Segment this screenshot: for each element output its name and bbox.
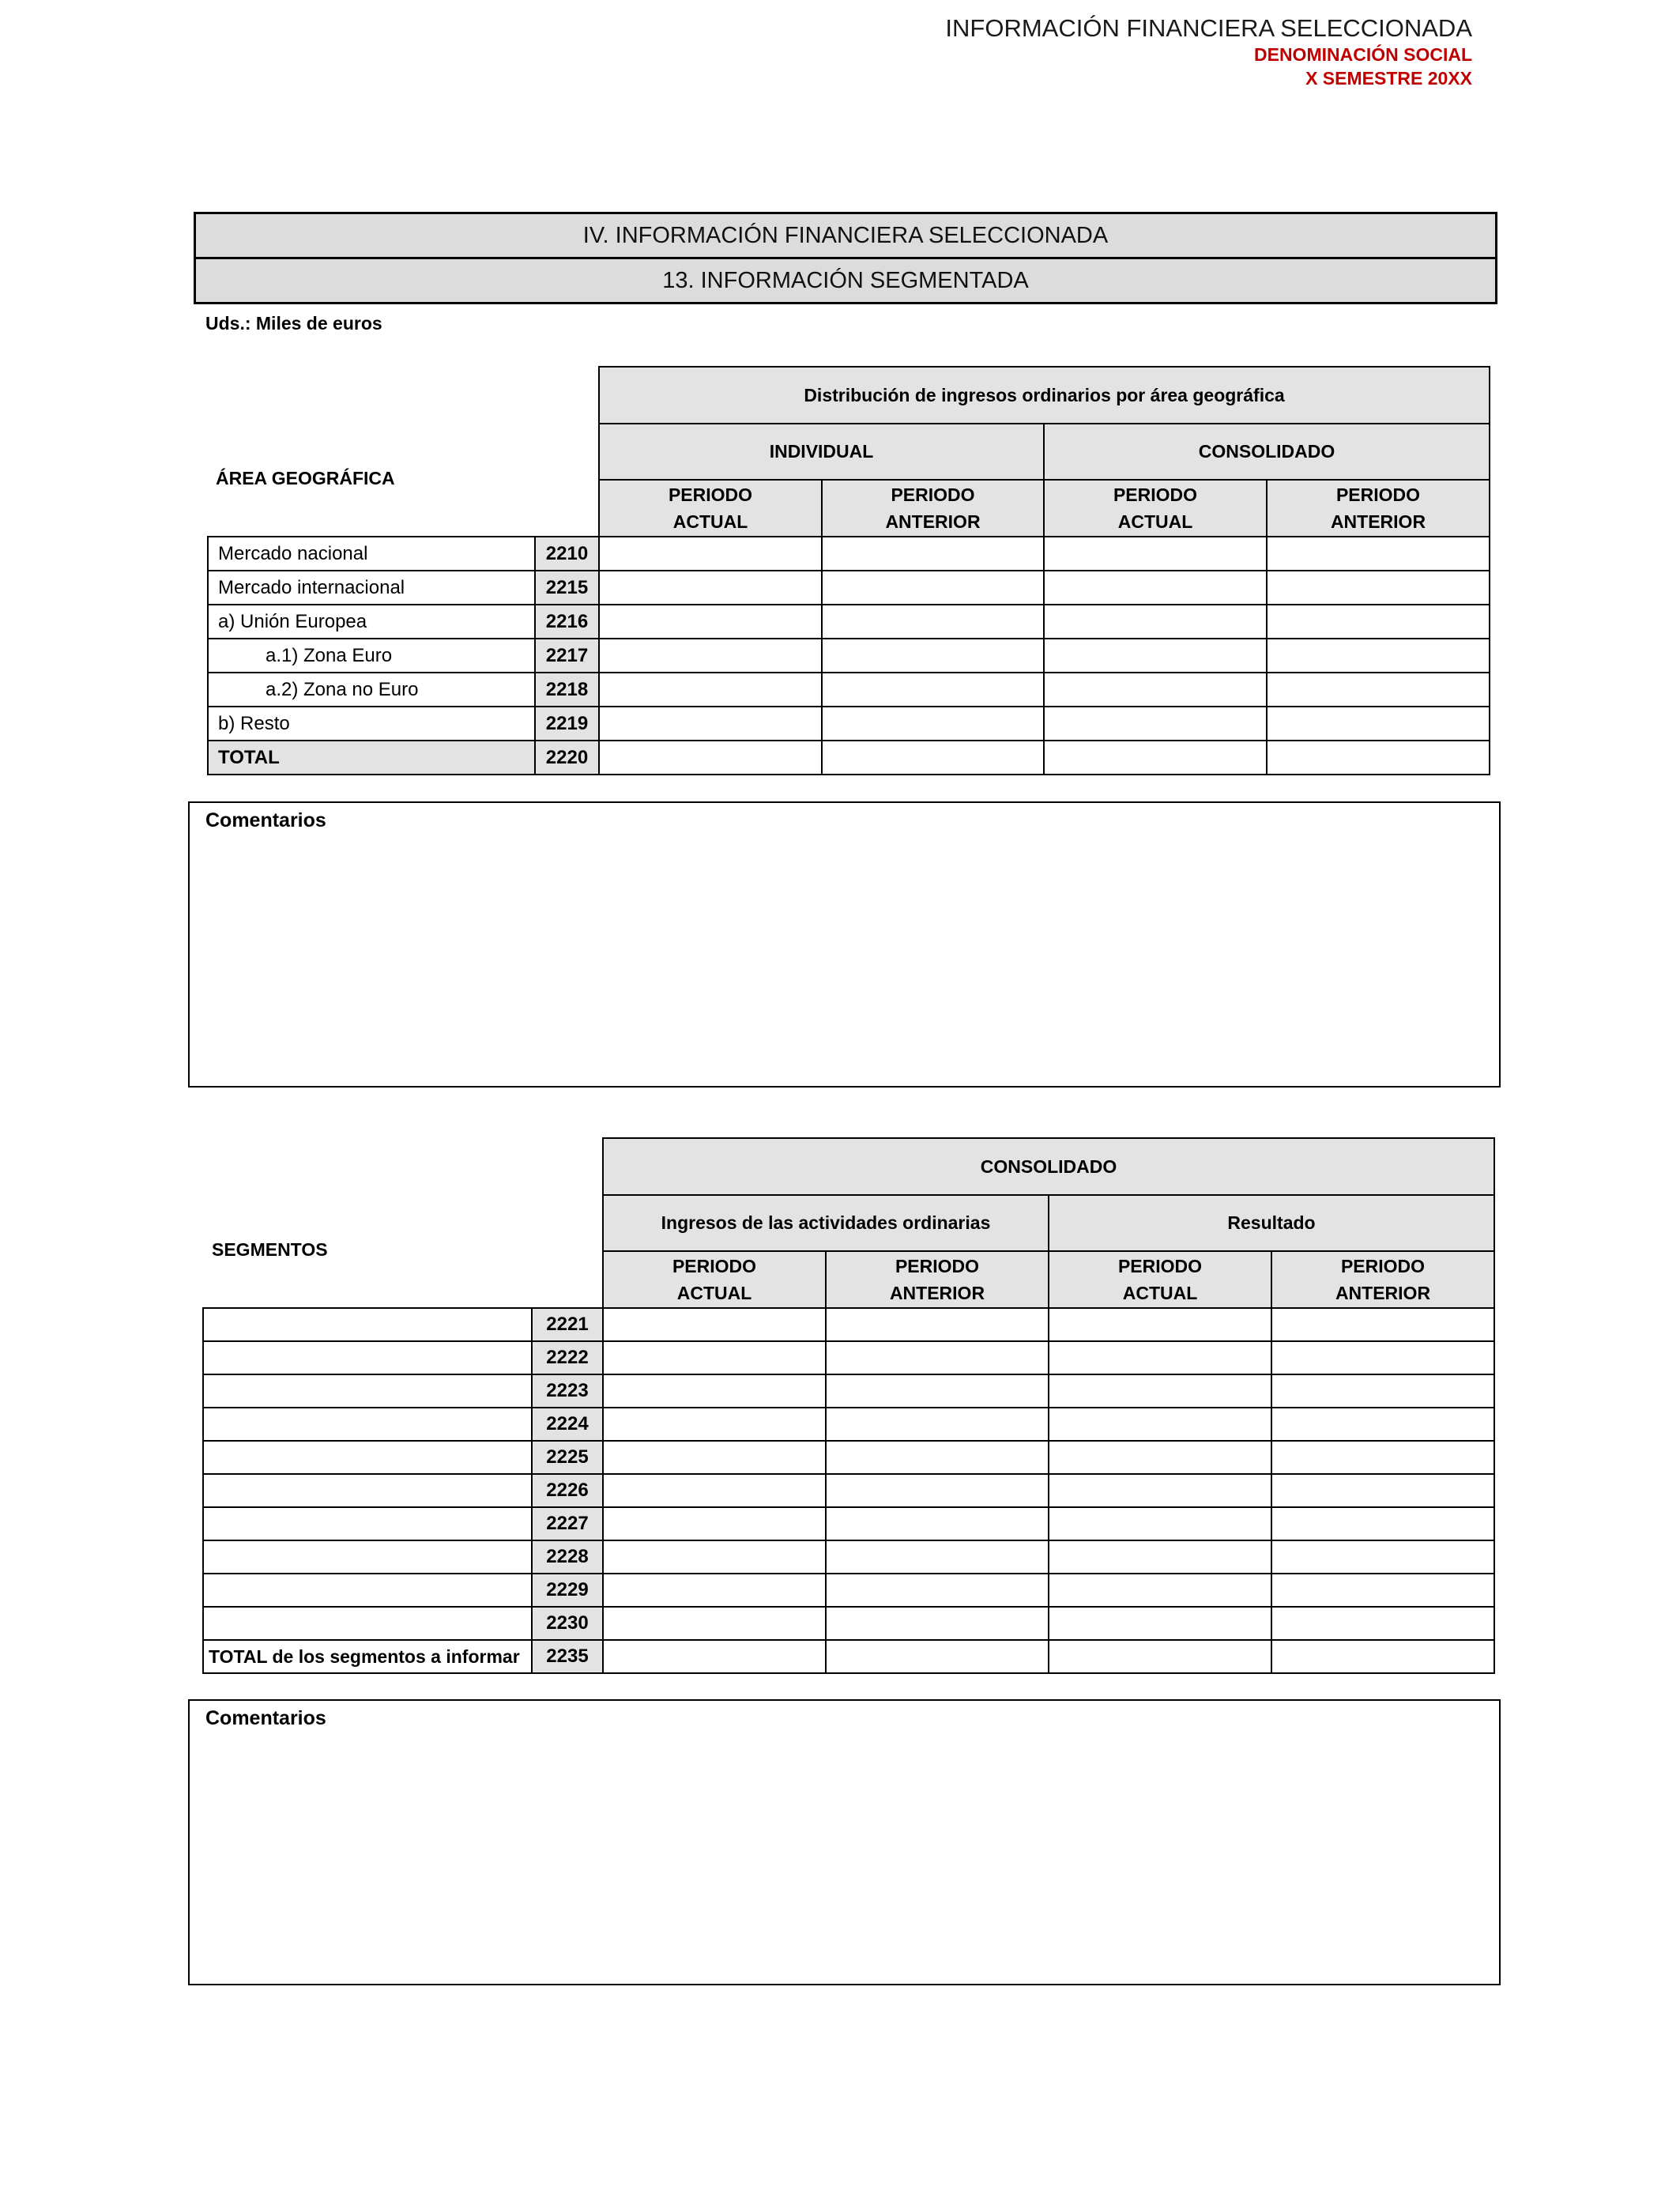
value-cell[interactable]: [1271, 1441, 1494, 1474]
value-cell[interactable]: [1049, 1341, 1271, 1374]
table-row: [203, 1341, 1494, 1374]
table-row: [208, 571, 1490, 605]
value-cell[interactable]: [1049, 1607, 1271, 1640]
table-row: [203, 1374, 1494, 1408]
value-cell[interactable]: [603, 1640, 826, 1673]
section-banner: [194, 212, 1497, 304]
total-label: TOTAL: [208, 741, 535, 775]
value-cell[interactable]: [1267, 639, 1490, 673]
total-label: TOTAL de los segmentos a informar: [203, 1640, 532, 1673]
geo-stub-header: ÁREA GEOGRÁFICA: [216, 468, 395, 488]
table-row: [203, 1574, 1494, 1607]
reporting-period: X SEMESTRE 20XX: [1305, 68, 1472, 89]
value-cell[interactable]: [603, 1474, 826, 1507]
value-cell[interactable]: [822, 639, 1044, 673]
company-name: DENOMINACIÓN SOCIAL: [1254, 44, 1472, 65]
value-cell[interactable]: [1049, 1507, 1271, 1540]
value-cell[interactable]: [603, 1507, 826, 1540]
value-cell[interactable]: [1267, 605, 1490, 639]
value-cell[interactable]: [826, 1308, 1049, 1341]
value-cell[interactable]: [599, 605, 822, 639]
value-cell[interactable]: [1044, 741, 1267, 775]
seg-main-header: CONSOLIDADO: [603, 1138, 1494, 1195]
value-cell[interactable]: [1271, 1474, 1494, 1507]
segment-name-cell[interactable]: [203, 1408, 532, 1441]
geo-period-header: PERIODO ANTERIOR: [1267, 480, 1490, 537]
geo-table: [207, 366, 1490, 775]
value-cell[interactable]: [1049, 1308, 1271, 1341]
value-cell[interactable]: [603, 1374, 826, 1408]
value-cell[interactable]: [1267, 741, 1490, 775]
value-cell[interactable]: [826, 1441, 1049, 1474]
section-title: IV. INFORMACIÓN FINANCIERA SELECCIONADA: [582, 223, 1109, 248]
seg-period-header: PERIODO ANTERIOR: [826, 1251, 1049, 1308]
row-label: b) Resto: [208, 707, 535, 741]
seg-period-header: PERIODO ANTERIOR: [1271, 1251, 1494, 1308]
row-label: Mercado internacional: [208, 571, 535, 605]
total-row: [203, 1640, 1494, 1673]
row-code: 2221: [532, 1308, 603, 1341]
value-cell[interactable]: [826, 1640, 1049, 1673]
value-cell[interactable]: [1049, 1540, 1271, 1574]
segment-name-cell[interactable]: [203, 1341, 532, 1374]
value-cell[interactable]: [826, 1341, 1049, 1374]
value-cell[interactable]: [1271, 1607, 1494, 1640]
segment-name-cell[interactable]: [203, 1540, 532, 1574]
value-cell[interactable]: [822, 673, 1044, 707]
value-cell[interactable]: [603, 1341, 826, 1374]
value-cell[interactable]: [826, 1408, 1049, 1441]
row-code: 2217: [535, 639, 599, 673]
row-code: 2218: [535, 673, 599, 707]
table-row: [203, 1474, 1494, 1507]
geo-group-header-consolidado: CONSOLIDADO: [1044, 424, 1490, 480]
value-cell[interactable]: [599, 707, 822, 741]
value-cell[interactable]: [1044, 605, 1267, 639]
value-cell[interactable]: [1267, 571, 1490, 605]
value-cell[interactable]: [822, 571, 1044, 605]
comments-box[interactable]: [188, 1699, 1501, 1985]
table-row: [203, 1607, 1494, 1640]
seg-period-header: PERIODO ACTUAL: [1049, 1251, 1271, 1308]
comments-label: Comentarios: [205, 809, 326, 831]
value-cell[interactable]: [603, 1607, 826, 1640]
value-cell[interactable]: [1267, 707, 1490, 741]
value-cell[interactable]: [603, 1441, 826, 1474]
units-note: Uds.: Miles de euros: [205, 313, 382, 334]
comments-box[interactable]: [188, 801, 1501, 1088]
row-code: 2210: [535, 537, 599, 571]
value-cell[interactable]: [1049, 1441, 1271, 1474]
seg-period-header: PERIODO ACTUAL: [603, 1251, 826, 1308]
value-cell[interactable]: [826, 1607, 1049, 1640]
table-row: [203, 1441, 1494, 1474]
value-cell[interactable]: [826, 1374, 1049, 1408]
value-cell[interactable]: [822, 741, 1044, 775]
value-cell[interactable]: [603, 1308, 826, 1341]
segment-name-cell[interactable]: [203, 1474, 532, 1507]
row-code: 2222: [532, 1341, 603, 1374]
geo-period-header: PERIODO ACTUAL: [599, 480, 822, 537]
value-cell[interactable]: [1267, 673, 1490, 707]
row-code: 2220: [535, 741, 599, 775]
table-row: [208, 639, 1490, 673]
table-row: [208, 537, 1490, 571]
row-code: 2215: [535, 571, 599, 605]
row-label: a) Unión Europea: [208, 605, 535, 639]
document-title: INFORMACIÓN FINANCIERA SELECCIONADA: [945, 14, 1472, 42]
table-row: [203, 1308, 1494, 1341]
segment-name-cell[interactable]: [203, 1308, 532, 1341]
table-row: [208, 673, 1490, 707]
row-label: Mercado nacional: [208, 537, 535, 571]
row-code: 2230: [532, 1607, 603, 1640]
total-row: [208, 741, 1490, 775]
segment-name-cell[interactable]: [203, 1574, 532, 1607]
value-cell[interactable]: [1271, 1374, 1494, 1408]
value-cell[interactable]: [1271, 1640, 1494, 1673]
value-cell[interactable]: [1049, 1474, 1271, 1507]
table-row: [203, 1540, 1494, 1574]
value-cell[interactable]: [1049, 1408, 1271, 1441]
value-cell[interactable]: [603, 1408, 826, 1441]
segments-table: [202, 1137, 1495, 1674]
row-code: 2224: [532, 1408, 603, 1441]
value-cell[interactable]: [1044, 707, 1267, 741]
value-cell[interactable]: [599, 537, 822, 571]
row-label: a.1) Zona Euro: [208, 639, 535, 673]
value-cell[interactable]: [1044, 537, 1267, 571]
value-cell[interactable]: [1044, 571, 1267, 605]
geo-period-header: PERIODO ANTERIOR: [822, 480, 1044, 537]
comments-label: Comentarios: [205, 1707, 326, 1729]
row-code: 2229: [532, 1574, 603, 1607]
value-cell[interactable]: [826, 1474, 1049, 1507]
table-row: [203, 1408, 1494, 1441]
row-code: 2227: [532, 1507, 603, 1540]
segment-name-cell[interactable]: [203, 1441, 532, 1474]
table-row: [203, 1507, 1494, 1540]
value-cell[interactable]: [603, 1540, 826, 1574]
value-cell[interactable]: [1049, 1374, 1271, 1408]
value-cell[interactable]: [822, 537, 1044, 571]
row-code: 2226: [532, 1474, 603, 1507]
value-cell[interactable]: [826, 1574, 1049, 1607]
value-cell[interactable]: [1271, 1540, 1494, 1574]
value-cell[interactable]: [826, 1540, 1049, 1574]
seg-group-header-revenue: Ingresos de las actividades ordinarias: [603, 1195, 1049, 1251]
row-code: 2223: [532, 1374, 603, 1408]
value-cell[interactable]: [1044, 639, 1267, 673]
value-cell[interactable]: [1271, 1507, 1494, 1540]
value-cell[interactable]: [599, 639, 822, 673]
value-cell[interactable]: [1049, 1640, 1271, 1673]
value-cell[interactable]: [599, 673, 822, 707]
segment-name-cell[interactable]: [203, 1607, 532, 1640]
geo-group-header-individual: INDIVIDUAL: [599, 424, 1044, 480]
table-row: [208, 707, 1490, 741]
row-label: a.2) Zona no Euro: [208, 673, 535, 707]
value-cell[interactable]: [1271, 1341, 1494, 1374]
value-cell[interactable]: [1044, 673, 1267, 707]
table-row: [208, 605, 1490, 639]
seg-stub-header: SEGMENTOS: [212, 1239, 328, 1260]
geo-main-header: Distribución de ingresos ordinarios por área geográfica: [599, 367, 1490, 424]
row-code: 2216: [535, 605, 599, 639]
value-cell[interactable]: [599, 571, 822, 605]
segment-name-cell[interactable]: [203, 1374, 532, 1408]
value-cell[interactable]: [1271, 1408, 1494, 1441]
segment-name-cell[interactable]: [203, 1507, 532, 1540]
row-code: 2219: [535, 707, 599, 741]
value-cell[interactable]: [822, 605, 1044, 639]
value-cell[interactable]: [1049, 1574, 1271, 1607]
row-code: 2235: [532, 1640, 603, 1673]
geo-period-header: PERIODO ACTUAL: [1044, 480, 1267, 537]
value-cell[interactable]: [826, 1507, 1049, 1540]
row-code: 2225: [532, 1441, 603, 1474]
value-cell[interactable]: [1267, 537, 1490, 571]
subsection-title: 13. INFORMACIÓN SEGMENTADA: [196, 257, 1495, 302]
value-cell[interactable]: [1271, 1574, 1494, 1607]
value-cell[interactable]: [599, 741, 822, 775]
value-cell[interactable]: [1271, 1308, 1494, 1341]
value-cell[interactable]: [603, 1574, 826, 1607]
value-cell[interactable]: [822, 707, 1044, 741]
seg-group-header-result: Resultado: [1049, 1195, 1494, 1251]
row-code: 2228: [532, 1540, 603, 1574]
